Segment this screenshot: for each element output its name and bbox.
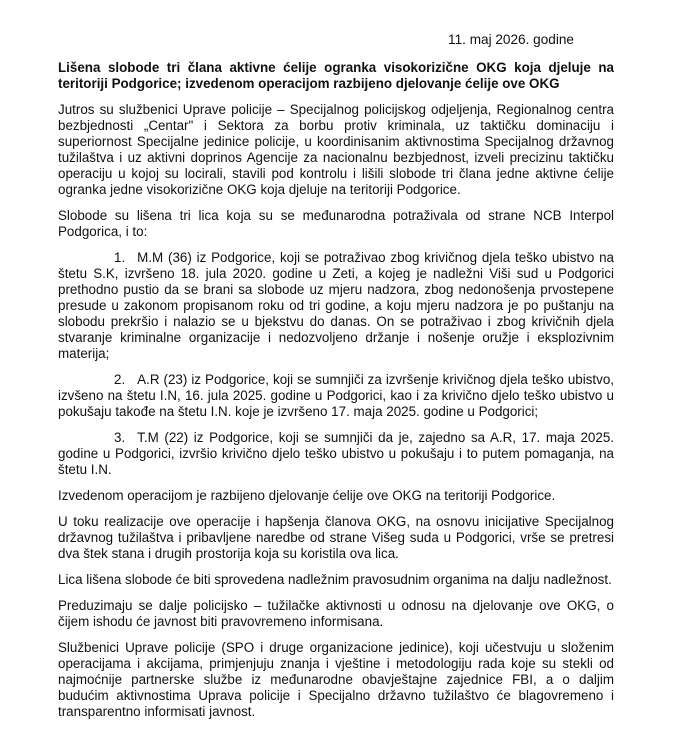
search-paragraph: U toku realizacije ove operacije i hapšenja članova OKG, na osnovu inicijative Specijalnog državnog tužilaštva i pribavljene naredbe od strane Višeg suda u Podgorici, vrše se pretresi dva štek stana i drugih prostorija koja su koristila ova lica. xyxy=(58,514,614,561)
list-item-text: A.R (23) iz Podgorice, koji se sumnjiči za izvršenje krivičnog djela teško ubistvo, izvšeno na štetu I.N, 16. jula 2025. godine u Podgorici, kao i za krivično djelo teško ubistvo u pokušaju takođe na štetu I.N. koje je izvršeno 17. maja 2025. godine u Podgorici; xyxy=(58,372,614,419)
fbi-methodology-paragraph: Službenici Uprave policije (SPO i druge organizacione jedinice), koji učestvuju u složenim operacijama i akcijama, primjenjuju znanja i vještine i metodologiju rada koje su stekli od najmoćnije partnerske službe iz međunarodne obavještajne zajednice FBI, a o daljim budućim aktivnostima Uprava policije i Specijalno državno tužilaštvo će blagovremeno i transparentno informisati javnost. xyxy=(58,640,614,719)
custody-paragraph: Lica lišena slobode će biti sprovedena nadležnim pravosudnim organima na dalju nadležnost. xyxy=(58,572,612,587)
list-item-number: 1. xyxy=(114,250,126,265)
further-actions-paragraph: Preduzimaju se dalje policijsko – tužilačke aktivnosti u odnosu na djelovanje ove OKG, o čijem ishodu će javnost biti pravovremeno informisana. xyxy=(58,598,614,629)
list-item-number: 3. xyxy=(114,430,126,445)
operation-result-paragraph: Izvedenom operacijom je razbijeno djelovanje ćelije ove OKG na teritoriji Podgorice. xyxy=(58,488,556,503)
list-item xyxy=(58,372,614,420)
list-item xyxy=(58,430,614,478)
suspects-intro-paragraph: Slobode su lišena tri lica koja su se međunarodna potraživala od strane NCB Interpol Podgorica, i to: xyxy=(58,208,614,239)
list-item-text: M.M (36) iz Podgorice, koji se potraživao zbog krivičnog djela teško ubistvo na štetu S.K, izvršeno 18. jula 2020. godine u Zeti, a kojeg je nadležni Viši sud u Podgorici prethodno pustio da se brani sa slobode uz mjeru nadzora, zbog nedonošenja prvostepene presude u zakonom propisanom roku od tri godine, a koju mjeru nadzora je po puštanju na slobodu prekršio i nalazio se u bjekstvu do danas. On se potraživao i zbog krivičnih djela stvaranje kriminalne organizacije i nedozvoljeno držanje i nošenje oružje i eksplozivnim materija; xyxy=(58,250,614,361)
list-item xyxy=(58,250,614,362)
list-item-text: T.M (22) iz Podgorice, koji se sumnjiči da je, zajedno sa A.R, 17. maja 2025. godine u Podgorici, izvršio krivično djelo teško ubistvo u pokušaju i to putem pomaganja, na štetu I.N. xyxy=(58,430,614,477)
release-title: Lišena slobode tri člana aktivne ćelije ogranka visokorizične OKG koja djeluje na teritoriji Podgorice; izvedenom operacijom razbijeno djelovanje ćelije ove OKG xyxy=(58,60,614,91)
release-body xyxy=(58,60,614,730)
intro-paragraph: Jutros su službenici Uprave policije – Specijalnog policijskog odjeljenja, Regionalnog centra bezbjednosti „Centar" i Sektora za borbu protiv kriminala, uz taktičku dominaciju i superiornost Specijalne jedinice policije, u koordinisanim aktivnostima Specijalnog državnog tužilaštva i uz aktivni doprinos Agencije za nacionalnu bezbjednost, izveli precizinu taktičku operaciju u kojoj su locirali, stavili pod kontrolu i lišili slobode tri člana jedne aktivne ćelije ogranka jedne visokorizične OKG koja djeluje na teritoriji Podgorice. xyxy=(58,102,614,197)
release-date: 11. maj 2026. godine xyxy=(448,32,574,47)
list-item-number: 2. xyxy=(114,372,126,387)
